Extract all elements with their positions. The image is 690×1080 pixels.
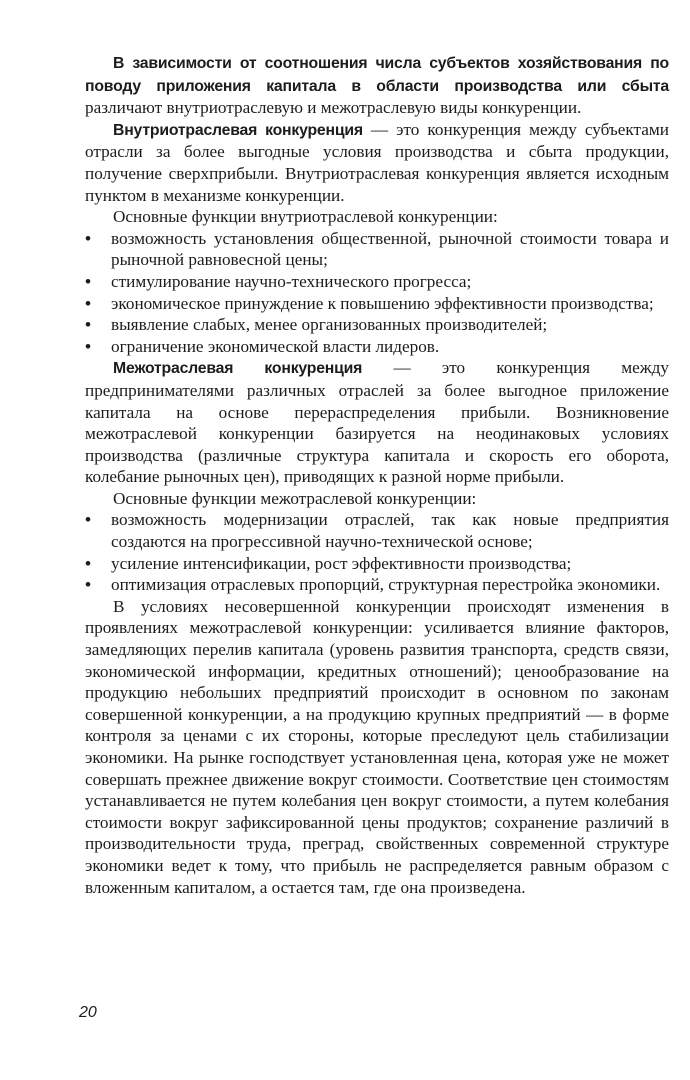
list-item-text: возможность модернизации отраслей, так как новые предприятия создаются на прогрессивной научно-технической основе;	[111, 510, 669, 552]
list-item-text: выявление слабых, менее организованных производителей;	[111, 315, 548, 335]
list-item	[85, 293, 669, 315]
paragraph-intra-industry	[85, 119, 669, 206]
paragraph-inter-industry	[85, 357, 669, 488]
list-item	[85, 553, 669, 575]
list-item	[85, 271, 669, 293]
paragraph-imperfect-competition: В условиях несовершенной конкуренции происходят изменения в проявлениях межотраслевой конкуренции: усиливается влияние факторов, замедляющих перелив капитала (уровень развития транспорта, средств связи, экономической информации, кредитных отношений); ценообразование на продукцию небольших предприятий происходит в основном по законам совершенной конкуренции, а на продукцию крупных предприятий — в форме контроля за ценами с их стороны, которые преследуют цель стабилизации экономики. На рынке господствует установленная цена, которая уже не может совершать прежнее движение вокруг стоимости. Соответствие цен стоимостям устанавливается не путем колебания цен вокруг стоимости, а путем колебания стоимости вокруг зафиксированной цены продуктов; сохранение различий в производительности труда, преград, свойственных современной структуре экономики ведет к тому, что прибыль не распределяется равным образом с вложенным капиталом, а остается там, где она произведена.	[85, 596, 669, 897]
list-item	[85, 574, 669, 596]
bullet: •	[85, 271, 92, 291]
list-item-text: экономическое принуждение к повышению эффективности производства;	[111, 293, 654, 313]
paragraph-intro	[85, 52, 669, 119]
list-item-text: возможность установления общественной, рыночной стоимости товара и рыночной равновесной цены;	[111, 228, 669, 270]
term-intra-industry-competition: Внутриотраслевая конкуренция	[113, 121, 363, 139]
bullet: •	[85, 553, 92, 573]
paragraph-text: различают внутриотраслевую и межотраслевую виды конкуренции.	[85, 98, 582, 118]
list-item	[85, 314, 669, 336]
bullet: •	[85, 510, 92, 530]
list-item	[85, 228, 669, 271]
page-number: 20	[79, 1004, 97, 1021]
list-item	[85, 509, 669, 552]
bullet: •	[85, 315, 92, 335]
list-item-text: оптимизация отраслевых пропорций, структурная перестройка экономики.	[111, 575, 661, 595]
list-item	[85, 336, 669, 358]
paragraph-text: — это конкуренция между предпринимателями различных отраслей за более выгодное приложение капитала на основе перераспределения прибыли. Возникновение межотраслевой конкуренции базируется на неодинаковых условиях производства (различные структура капитала и скорость его оборота, колебание рыночных цен), приводящих к разной норме прибыли.	[85, 358, 670, 487]
bullet: •	[85, 575, 92, 595]
list-item-text: усиление интенсификации, рост эффективности производства;	[111, 553, 572, 573]
list-heading-inter-functions: Основные функции межотраслевой конкуренции:	[113, 488, 477, 508]
bullet: •	[85, 293, 92, 313]
list-heading-intra-functions: Основные функции внутриотраслевой конкуренции:	[113, 207, 498, 227]
bullet: •	[85, 336, 92, 356]
term-inter-industry-competition: Межотраслевая конкуренция	[113, 360, 363, 378]
list-item-text: ограничение экономической власти лидеров.	[111, 336, 440, 356]
paragraph-text: — это конкуренция между субъектами отрасли за более выгодные условия производства и сбыта продукции, получение сверхприбыли. Внутриотраслевая конкуренция является исходным пунктом в механизме конкуренции.	[85, 119, 669, 205]
bold-lead-in: В зависимости от соотношения числа субъектов хозяйствования по поводу приложения капитала в области производства или сбыта	[85, 55, 669, 95]
list-item-text: стимулирование научно-технического прогресса;	[111, 271, 472, 291]
page-body	[85, 52, 669, 898]
bullet: •	[85, 228, 92, 248]
inter-functions-list	[85, 509, 669, 595]
intra-functions-list	[85, 228, 669, 358]
